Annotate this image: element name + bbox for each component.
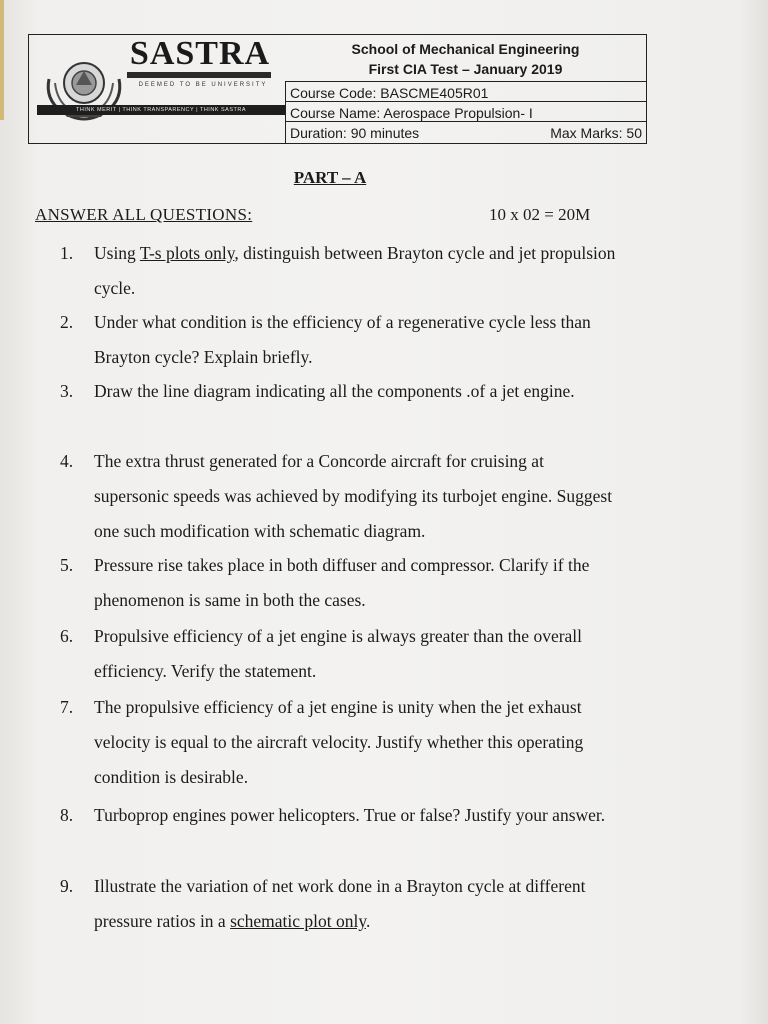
course-name <box>285 101 646 123</box>
duration-row <box>285 121 646 143</box>
question-item <box>60 236 620 306</box>
logo-band <box>127 72 271 78</box>
question-item <box>60 374 620 409</box>
logo-wordmark: SASTRA <box>129 35 271 72</box>
question-text <box>94 869 620 939</box>
question-number: 2. <box>60 312 74 332</box>
course-code-text: Course Code: BASCME405R01 <box>290 85 489 101</box>
part-title: PART – A <box>293 168 367 187</box>
logo-subtitle: DEEMED TO BE UNIVERSITY <box>138 82 268 88</box>
question-text-pre: Using <box>94 243 140 263</box>
course-code <box>285 81 646 103</box>
question-text-underlined: T-s plots only <box>139 243 235 263</box>
question-text <box>94 236 620 306</box>
question-item <box>60 619 620 689</box>
course-info <box>285 35 646 143</box>
question-text-pre: Illustrate the variation of net work done in a Brayton cycle at different pressure ratios in a <box>94 876 586 931</box>
question-number: 4. <box>60 451 74 471</box>
question-item <box>60 305 620 375</box>
course-name-text: Course Name: Aerospace Propulsion- I <box>290 105 533 121</box>
question-text-underlined: schematic plot only <box>230 911 366 931</box>
question-item <box>60 869 620 939</box>
question-text: Draw the line diagram indicating all the components .of a jet engine. <box>94 381 575 401</box>
question-item <box>60 548 620 618</box>
max-marks: Max Marks: 50 <box>550 125 642 141</box>
university-logo <box>29 35 285 143</box>
duration-text: Duration: 90 minutes <box>290 125 420 141</box>
question-number: 3. <box>60 381 74 401</box>
school-name: School of Mechanical Engineering <box>351 41 580 57</box>
question-text: The propulsive efficiency of a jet engine is unity when the jet exhaust velocity is equal to the aircraft velocity. Justify whether this operating condition is desirable. <box>94 697 584 787</box>
motto-text: THINK MERIT | THINK TRANSPARENCY | THINK SASTRA <box>76 107 246 113</box>
question-text-post: , distinguish between Brayton cycle and jet propulsion cycle. <box>94 243 616 298</box>
header-box <box>28 34 647 144</box>
question-number: 1. <box>60 243 74 263</box>
question-item <box>60 690 620 795</box>
question-number: 8. <box>60 805 74 825</box>
marks-scheme: 10 x 02 = 20M <box>489 205 591 224</box>
page-edge-mark <box>0 0 4 120</box>
question-item <box>60 444 620 549</box>
question-number: 6. <box>60 626 74 646</box>
question-text: Pressure rise takes place in both diffuser and compressor. Clarify if the phenomenon is same in both the cases. <box>94 555 590 610</box>
question-item <box>60 798 620 833</box>
question-number: 7. <box>60 697 74 717</box>
question-number: 9. <box>60 876 74 896</box>
question-text: Propulsive efficiency of a jet engine is always greater than the overall efficiency. Verify the statement. <box>94 626 583 681</box>
question-text: Under what condition is the efficiency of a regenerative cycle less than Brayton cycle? Explain briefly. <box>94 312 591 367</box>
instruction: ANSWER ALL QUESTIONS: <box>35 205 253 224</box>
question-text-post: . <box>366 911 371 931</box>
question-text: The extra thrust generated for a Concorde aircraft for cruising at supersonic speeds was achieved by modifying its turbojet engine. Suggest one such modification with schematic diagram. <box>94 451 613 541</box>
question-number: 5. <box>60 555 74 575</box>
question-text: Turboprop engines power helicopters. True or false? Justify your answer. <box>94 805 606 825</box>
test-name: First CIA Test – January 2019 <box>368 61 563 77</box>
